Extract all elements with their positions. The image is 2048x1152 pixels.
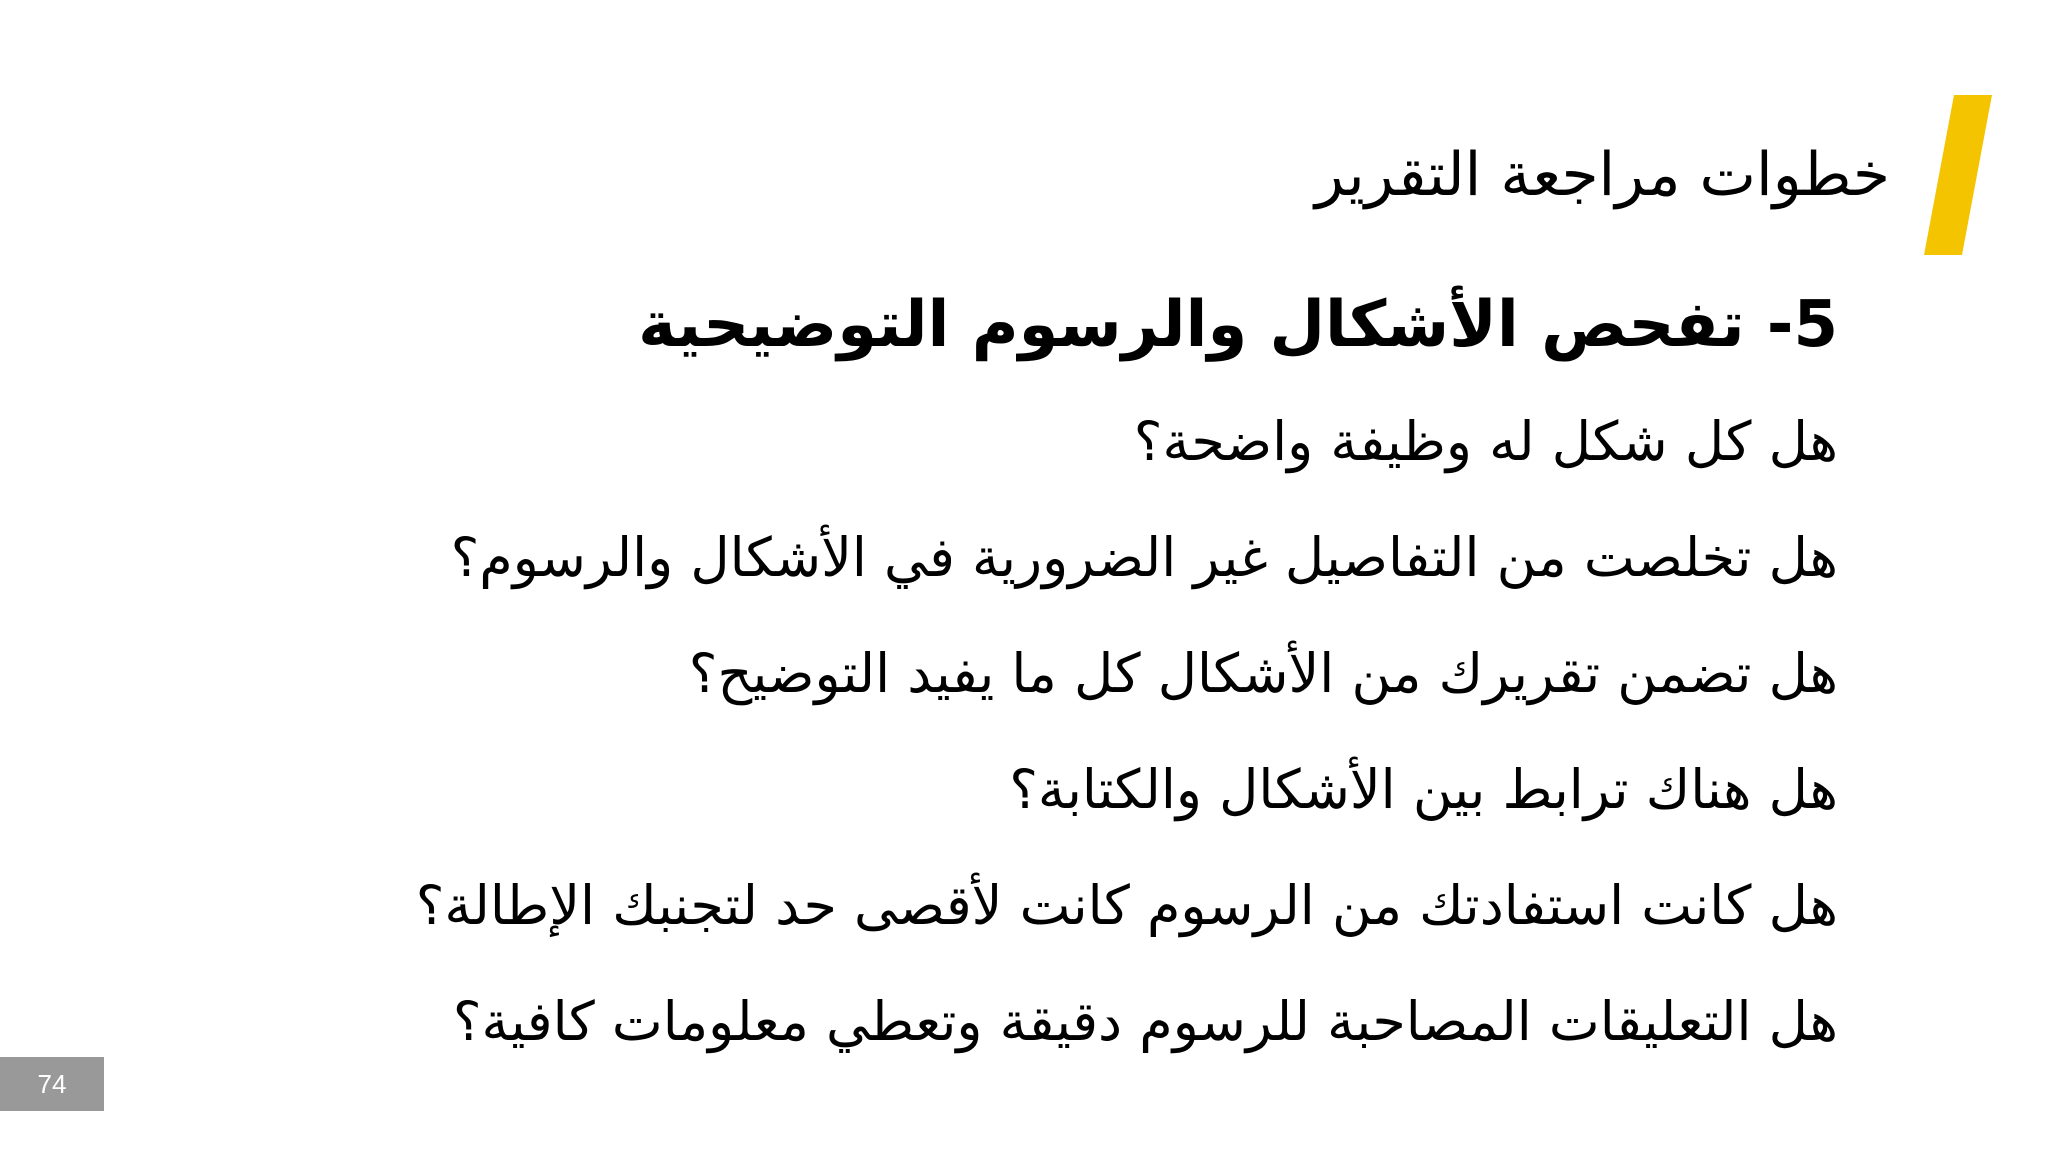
question-item: هل تخلصت من التفاصيل غير الضرورية في الأشكال والرسوم؟ <box>450 526 1838 589</box>
question-item: هل تضمن تقريرك من الأشكال كل ما يفيد التوضيح؟ <box>688 642 1838 705</box>
question-item: هل هناك ترابط بين الأشكال والكتابة؟ <box>1009 758 1838 821</box>
slide-content <box>188 270 1838 1080</box>
slide-title: خطوات مراجعة التقرير <box>1314 140 1890 210</box>
question-list <box>188 384 1838 1080</box>
question-item: هل كل شكل له وظيفة واضحة؟ <box>1133 410 1838 473</box>
question-item: هل التعليقات المصاحبة للرسوم دقيقة وتعطي معلومات كافية؟ <box>452 990 1838 1053</box>
accent-slash-decoration <box>1924 95 1992 255</box>
question-item: هل كانت استفادتك من الرسوم كانت لأقصى حد لتجنبك الإطالة؟ <box>415 874 1838 937</box>
section-heading: 5- تفحص الأشكال والرسوم التوضيحية <box>638 288 1838 362</box>
page-number-badge: 74 <box>0 1057 104 1111</box>
